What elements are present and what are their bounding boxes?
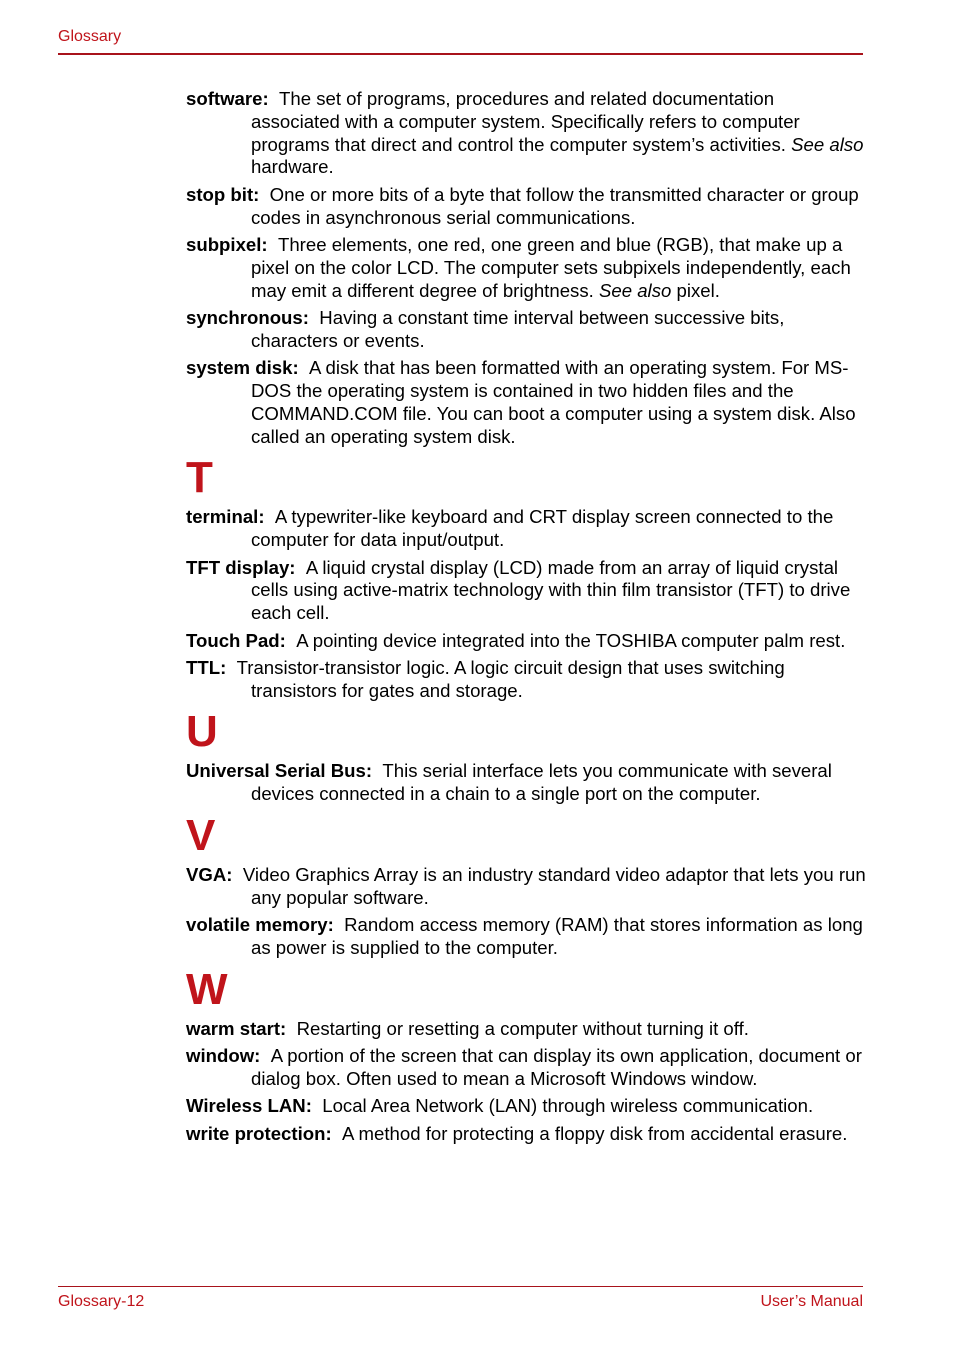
header-rule: [58, 53, 863, 55]
glossary-section-w: [186, 964, 866, 1146]
glossary-definition: Video Graphics Array is an industry standard video adaptor that lets you run any popular software.: [242, 864, 866, 908]
glossary-entry: [186, 234, 866, 302]
section-letter-heading: U: [186, 707, 217, 757]
page-number: Glossary-12: [58, 1293, 145, 1310]
manual-title: User’s Manual: [760, 1293, 863, 1310]
glossary-entry: [186, 760, 866, 806]
glossary-term: VGA:: [186, 864, 233, 886]
glossary-term: Touch Pad:: [186, 629, 286, 651]
glossary-definition: Three elements, one red, one green and blue (RGB), that make up a pixel on the color LCD. The computer sets subpixels independently, each may emit a different degree of brightness.: [251, 233, 851, 301]
glossary-definition: A portion of the screen that can display its own application, document or dialog box. Often used to mean a Microsoft Windows window.: [251, 1045, 862, 1090]
glossary-content: [186, 88, 866, 1150]
glossary-entry: [186, 557, 866, 625]
glossary-entry: [186, 630, 866, 653]
glossary-term: synchronous:: [186, 306, 309, 328]
see-also-target: hardware.: [251, 156, 334, 178]
glossary-entry: [186, 1045, 866, 1091]
glossary-term: subpixel:: [186, 233, 268, 255]
glossary-term: volatile memory:: [186, 914, 334, 936]
glossary-term: system disk:: [186, 357, 299, 379]
glossary-term: Universal Serial Bus:: [186, 760, 373, 782]
glossary-term: window:: [186, 1045, 261, 1067]
glossary-definition: Transistor-transistor logic. A logic circuit design that uses switching transistors for gates and storage.: [236, 656, 785, 701]
glossary-entry: [186, 357, 866, 448]
glossary-definition: Having a constant time interval between successive bits, characters or events.: [251, 306, 785, 351]
glossary-definition: The set of programs, procedures and related documentation associated with a computer system. Specifically refers to computer programs that direct and control the computer system’s activities.: [251, 88, 800, 155]
glossary-term: terminal:: [186, 506, 265, 528]
glossary-definition: Random access memory (RAM) that stores information as long as power is supplied to the computer.: [251, 914, 863, 959]
glossary-entry: [186, 1018, 866, 1041]
glossary-definition: A typewriter-like keyboard and CRT display screen connected to the computer for data input/output.: [251, 506, 834, 551]
glossary-entry: [186, 506, 866, 552]
glossary-entry: [186, 88, 866, 179]
glossary-definition: Restarting or resetting a computer without turning it off.: [296, 1017, 749, 1039]
see-also-target: pixel.: [671, 279, 720, 301]
glossary-definition: Local Area Network (LAN) through wireless communication.: [322, 1095, 814, 1117]
glossary-entry: [186, 914, 866, 960]
glossary-section-v: [186, 811, 866, 960]
glossary-entry: [186, 1123, 866, 1146]
glossary-term: software:: [186, 88, 269, 109]
glossary-definition: This serial interface lets you communicate with several devices connected in a chain to a single port on the computer.: [251, 760, 832, 805]
glossary-entry: [186, 184, 866, 230]
glossary-term: Wireless LAN:: [186, 1095, 312, 1117]
section-letter-heading: T: [186, 453, 212, 503]
glossary-term: stop bit:: [186, 183, 260, 205]
glossary-section-t: [186, 453, 866, 702]
glossary-definition: A method for protecting a floppy disk from accidental erasure.: [342, 1122, 848, 1144]
glossary-definition: A liquid crystal display (LCD) made from an array of liquid crystal cells using active-matrix technology with thin film transistor (TFT) to drive each cell.: [251, 556, 851, 624]
glossary-definition: A disk that has been formatted with an operating system. For MS-DOS the operating system is contained in two hidden files and the COMMAND.COM file. You can boot a computer using a system disk. Also called an operating system disk.: [251, 357, 856, 447]
glossary-term: TFT display:: [186, 556, 296, 578]
glossary-section-s: [186, 88, 866, 448]
glossary-section-u: [186, 707, 866, 806]
footer-rule: [58, 1286, 863, 1287]
running-header: Glossary: [58, 28, 122, 45]
glossary-entry: [186, 864, 866, 910]
section-letter-heading: V: [186, 811, 215, 861]
see-also-label: See also: [791, 133, 864, 155]
glossary-entry: [186, 657, 866, 703]
glossary-definition: A pointing device integrated into the TOSHIBA computer palm rest.: [296, 629, 846, 651]
section-letter-heading: W: [186, 964, 227, 1014]
glossary-entry: [186, 1095, 866, 1118]
glossary-term: warm start:: [186, 1017, 287, 1039]
glossary-term: write protection:: [186, 1122, 332, 1144]
see-also-label: See also: [598, 279, 672, 301]
glossary-definition: One or more bits of a byte that follow the transmitted character or group codes in asynchronous serial communications.: [251, 183, 859, 228]
glossary-entry: [186, 307, 866, 353]
glossary-term: TTL:: [186, 656, 227, 678]
